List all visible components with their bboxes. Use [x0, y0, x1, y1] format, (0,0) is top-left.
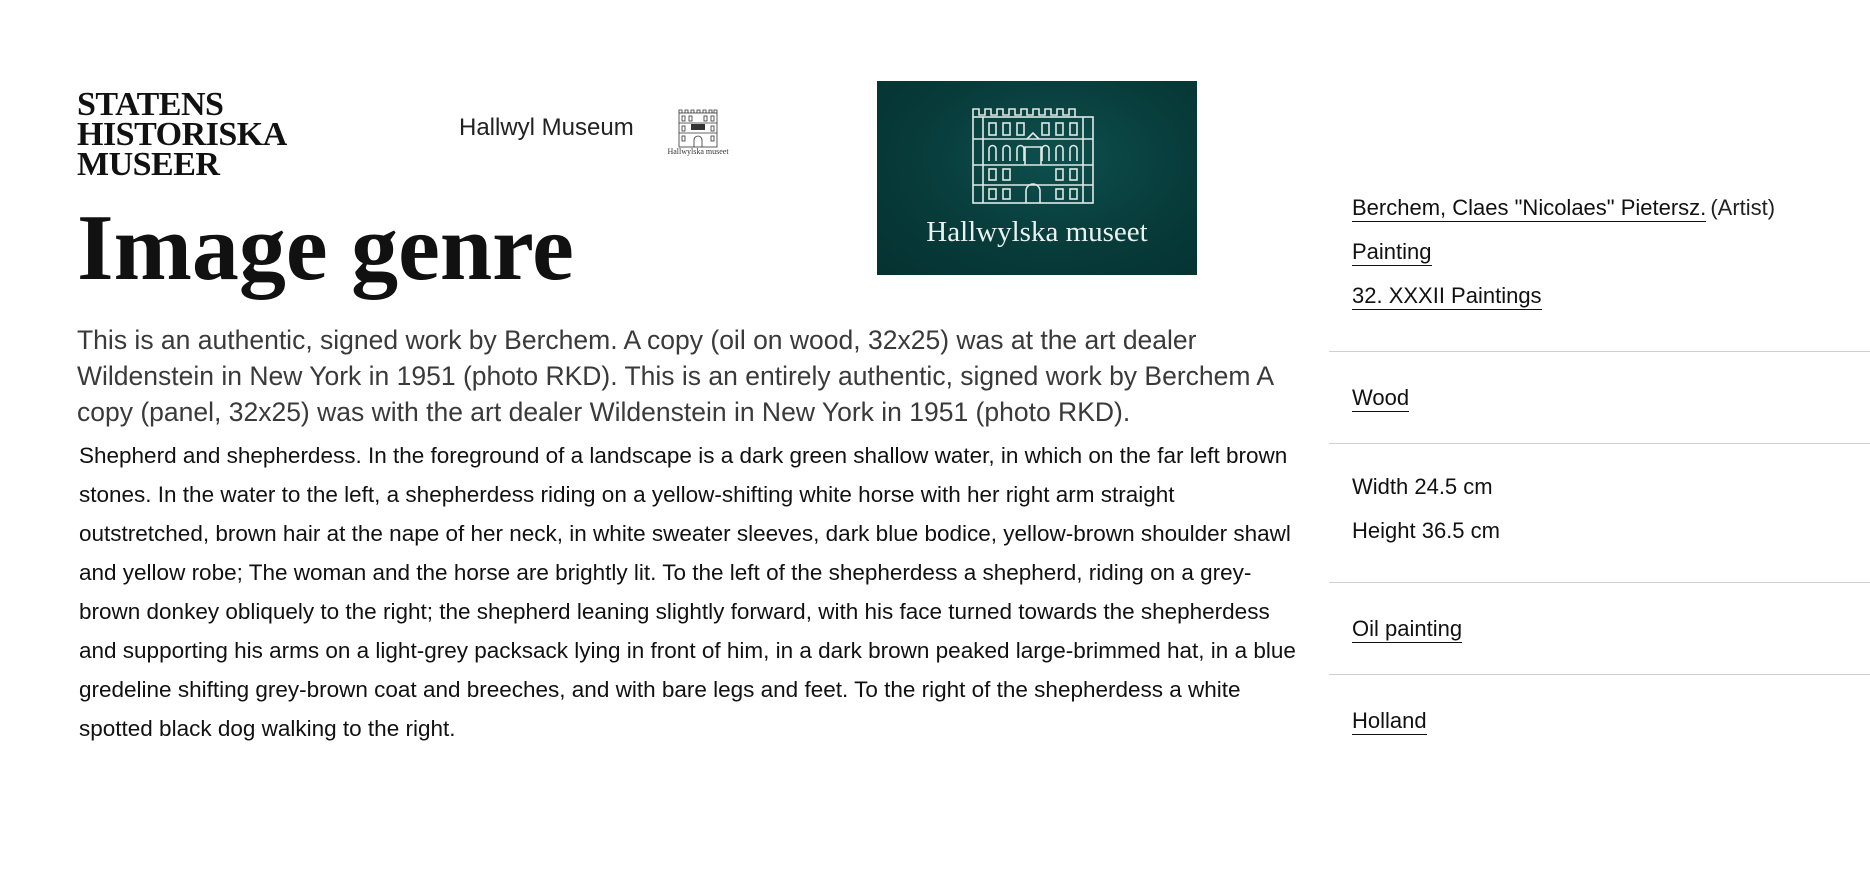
intro-paragraph: This is an authentic, signed work by Berchem. A copy (oil on wood, 32x25) was at the art dealer Wildenstein in New York in 1951 (photo RKD). This is an entirely authentic, signed work by Berchem A copy (panel, 32x25) was with the art dealer Wildenstein in New York in 1951 (photo RKD).: [77, 325, 1273, 427]
hallwylska-banner-logo: [877, 81, 1197, 275]
artist-link[interactable]: Berchem, Claes "Nicolaes" Pietersz.: [1352, 195, 1707, 220]
object-type-row: [1352, 234, 1870, 278]
artist-role: (Artist): [1710, 195, 1776, 220]
shm-logo[interactable]: [77, 86, 287, 183]
shm-logo-line-3: MUSEER: [77, 146, 220, 183]
collection-row: [1352, 278, 1870, 322]
shm-logo-line-2: HISTORISKA: [77, 116, 287, 153]
metadata-group-origin: [1329, 675, 1870, 766]
description-paragraph: Shepherd and shepherdess. In the foreground of a landscape is a dark green shallow water, in which on the far left brown stones. In the water to the left, a shepherdess riding on a yellow-shifting white horse with her right arm straight outstretched, brown hair at the nape of her neck, in white sweater sleeves, dark blue bodice, yellow-brown shoulder shawl and yellow robe; The woman and the horse are brightly lit. To the left of the shepherdess a shepherd, riding on a grey-brown donkey obliquely to the right; the shepherd leaning slightly forward, with his face turned towards the shepherdess and supporting his arms on a light-grey packsack lying in front of him, in a dark brown peaked large-brimmed hat, in a blue gredeline shifting grey-brown coat and breeches, and with bare legs and feet. To the right of the shepherdess a white spotted black dog walking to the right.: [79, 443, 1296, 741]
width-value: Width 24.5 cm: [1352, 474, 1493, 499]
technique-row: [1352, 611, 1462, 647]
object-type-link[interactable]: Painting: [1352, 239, 1432, 264]
width-row: [1352, 469, 1870, 513]
origin-row: [1352, 703, 1427, 739]
hallwyl-small-logo[interactable]: [663, 103, 733, 159]
metadata-sidebar: [1329, 190, 1870, 766]
artist-row: [1352, 190, 1870, 234]
page-title: Image genre: [77, 196, 574, 300]
small-logo-caption: Hallwylska museet: [667, 147, 729, 156]
metadata-group-technique: [1329, 583, 1870, 674]
metadata-group-material: [1329, 352, 1870, 443]
origin-link[interactable]: Holland: [1352, 707, 1427, 733]
banner-logo-text: Hallwylska museet: [926, 216, 1148, 248]
museum-link[interactable]: Hallwyl Museum: [459, 114, 634, 141]
metadata-group-attribution: [1329, 190, 1870, 351]
height-row: [1352, 513, 1870, 557]
material-row: [1352, 380, 1409, 416]
metadata-group-dimensions: [1329, 444, 1870, 582]
height-value: Height 36.5 cm: [1352, 518, 1500, 543]
shm-logo-line-1: STATENS: [77, 86, 224, 123]
collection-link[interactable]: 32. XXXII Paintings: [1352, 283, 1542, 308]
technique-link[interactable]: Oil painting: [1352, 615, 1463, 641]
material-link[interactable]: Wood: [1352, 384, 1410, 410]
